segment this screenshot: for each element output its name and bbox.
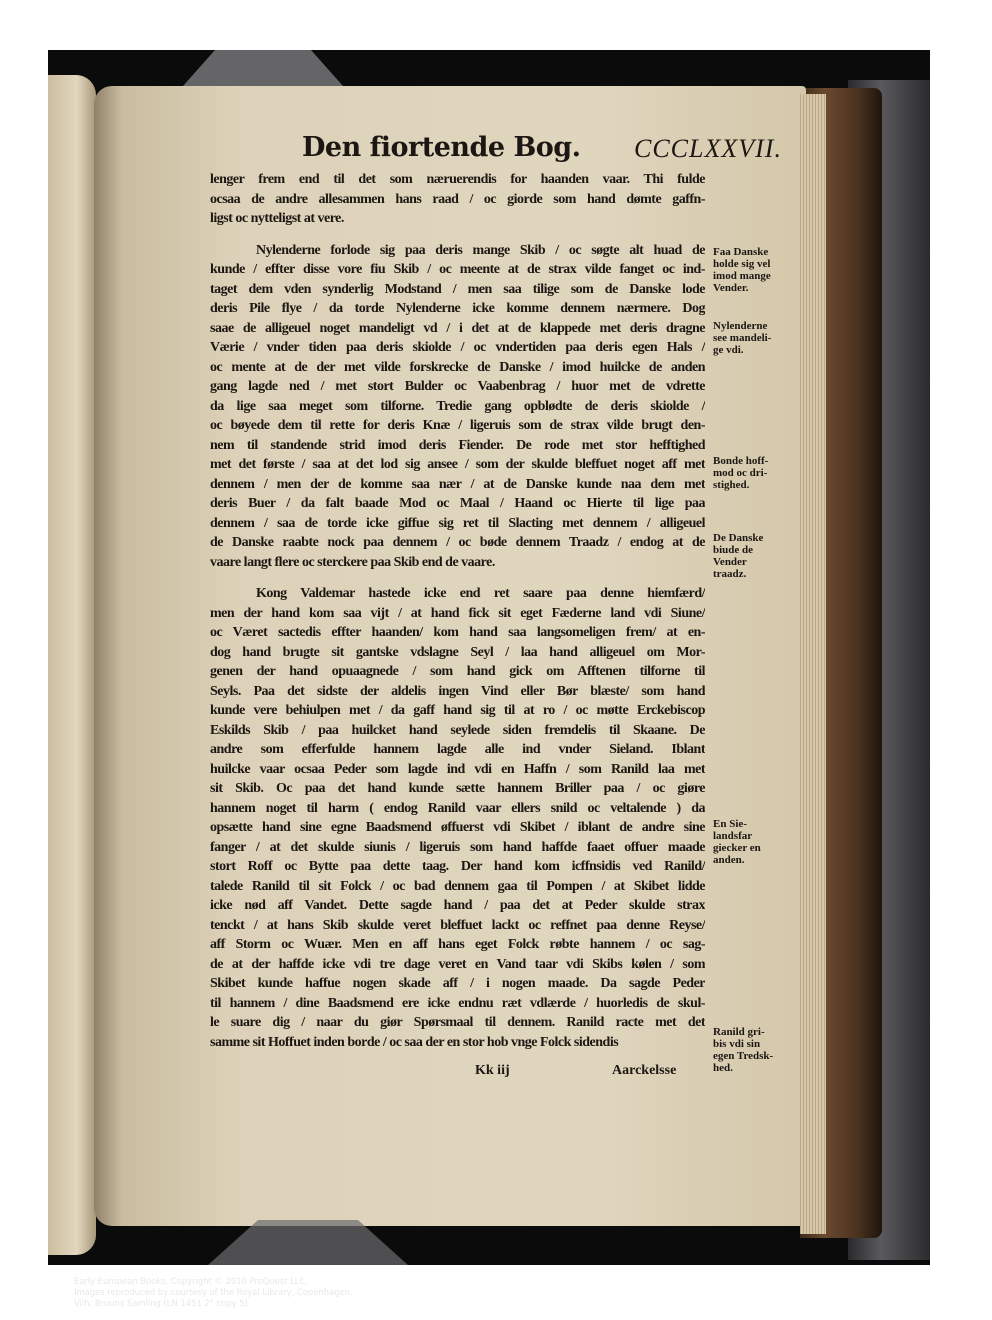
text-line: genen der hand opuaagnede / som hand gick om Afftenen tilforne til xyxy=(210,664,705,679)
paragraph xyxy=(210,170,705,229)
margin-note xyxy=(713,246,793,294)
margin-note-line: Faa Danske xyxy=(713,246,769,258)
text-line: stort Roff oc Bytte paa dette taag. Der hand kom icffnsidis ved Ranild/ xyxy=(210,859,705,874)
text-line: ligst oc nytteligst at vere. xyxy=(210,211,344,226)
paragraph xyxy=(210,584,705,1052)
text-line: saae de alligeuel noget mandeligt vd / i det at de klappede met deris dragne xyxy=(210,320,705,336)
text-line: til hannem / dine Baadsmend ere icke endnu ræt vdlærde / huorledis de skul- xyxy=(210,995,705,1011)
margin-note-line: egen Tredsk- xyxy=(713,1050,774,1062)
text-line: dennem / men der de komme saa nær / at de Danske kunde naa dem met xyxy=(210,476,705,492)
running-title: Den fiortende Bog. xyxy=(302,132,581,163)
text-line: fanger / at det skulde siunis / ligeruis som hand haffde faaet offuer maade xyxy=(210,839,705,855)
paragraph xyxy=(210,241,705,573)
text-line: opsætte hand sine egne Baadsmend øffuerst vdi Skibet / iblant de andre sine xyxy=(210,820,705,835)
text-line: da lige saa meget som tilforne. Tredie gang opblødte de deris skiolde / xyxy=(210,398,705,414)
credit-line: Vilh. Bruuns Samling (LN 1451 2° copy 5) xyxy=(74,1298,248,1308)
text-line: de at der haffde icke vdi tre dage veret en Vand taar vdi Skibs kølen / som xyxy=(210,956,705,972)
text-line: taget dem vden synderlig Modstand / men saa tilige som de Danske lode xyxy=(210,281,705,297)
text-line: deris Pile flye / da torde Nylenderne icke komme dennem nærmere. Dog xyxy=(210,301,705,316)
margin-note-line: stighed. xyxy=(713,479,750,491)
margin-note-line: Vender xyxy=(713,556,747,568)
text-body xyxy=(210,170,705,1064)
catchword: Aarckelsse xyxy=(612,1063,677,1078)
margin-note xyxy=(713,320,793,356)
margin-note-line: Vender. xyxy=(713,282,749,294)
text-line: men der hand kom saa vijt / at hand fick sit eget Fæderne land vdi Siune/ xyxy=(210,605,705,621)
page-clip xyxy=(208,1220,408,1265)
text-line: Eskilds Skib / paa huilcket hand seylede siden fremdelis til Skaane. De xyxy=(210,722,705,738)
margin-note-line: giecker en xyxy=(713,842,761,854)
credits xyxy=(74,1276,353,1309)
text-line: le suare dig / naar du giør Spørsmaal til dennem. Ranild racte met det xyxy=(210,1015,705,1030)
text-line: gang lagde ned / met stort Bulder oc Vaabenbrag / huor met de vdrette xyxy=(210,379,705,394)
margin-note-line: landsfar xyxy=(713,830,753,842)
margin-note-line: hed. xyxy=(713,1062,733,1074)
text-line: nem til standende strid imod deris Fiender. De rode met stor hefftighed xyxy=(210,437,705,453)
text-line: de Danske raabte nock paa dennem / oc bøde dennem Traadz / endog at de xyxy=(210,535,705,550)
margin-note xyxy=(713,455,793,491)
text-line: kunde vere behiulpen met / da gaff hand sig til at ro / oc møtte Erckebiscop xyxy=(210,703,705,718)
signature-mark: Kk iij xyxy=(475,1063,510,1078)
margin-note-line: traadz. xyxy=(713,568,747,580)
margin-note-line: De Danske xyxy=(713,532,764,544)
text-line: ocsaa de andre allesammen hans raad / oc giorde som hand dømte gaffn- xyxy=(210,191,705,207)
left-page-edge xyxy=(48,75,96,1255)
text-line: oc Været sactedis effter haanden/ kom hand saa langsomeligen frem/ at en- xyxy=(210,625,705,640)
text-line: vaare langt flere oc sterckere paa Skib end de vaare. xyxy=(210,554,495,570)
text-line: dog hand brugte sit gantske vdslagne Seyl / laa hand alligeuel om Mor- xyxy=(210,644,705,660)
margin-note-line: see mandeli- xyxy=(713,332,772,344)
text-line: Kong Valdemar hastede icke end ret saare paa denne hiemfærd/ xyxy=(256,586,705,601)
page-clip xyxy=(183,50,343,86)
margin-note-line: bis vdi sin xyxy=(713,1038,761,1050)
folio-number: CCCLXXVII. xyxy=(634,134,782,163)
margin-note xyxy=(713,532,793,580)
text-line: kunde / effter disse vore fiu Skib / oc meente at de strax vilde fanget oc ind- xyxy=(210,262,705,277)
text-line: sit Skib. Oc paa det hand kunde sætte hannem Briller paa / oc giøre xyxy=(210,781,705,796)
margin-note xyxy=(713,1026,793,1074)
margin-note-line: anden. xyxy=(713,854,745,866)
text-line: lenger frem end til det som næruerendis for haanden vaar. Thi fulde xyxy=(210,172,705,187)
text-line: Nylenderne forlode sig paa deris mange Skib / oc søgte alt huad de xyxy=(256,242,705,258)
text-line: oc mente at de der met vilde forskrecke de Danske / imod huilcke de anden xyxy=(210,359,705,375)
text-line: icke nød aff Vandet. Dette sagde hand / paa det at Peder skulde strax xyxy=(210,898,705,913)
credit-line: Images reproduced by courtesy of the Royal Library, Copenhagen. xyxy=(74,1287,353,1297)
text-line: aff Storm oc Wuær. Men en aff hans eget Folck røbte hannem / oc sag- xyxy=(210,937,705,952)
text-line: andre som efferfulde hannem lagde alle ind vnder Sieland. Iblant xyxy=(210,742,705,757)
text-line: dennem / saa de torde icke giffue sig ret til Slacting met dennem / alligeuel xyxy=(210,515,705,531)
text-line: huilcke vaar ocsaa Peder som lagde ind vdi en Haffn / som Ranild laa met xyxy=(210,761,705,777)
page-leaves xyxy=(800,94,826,1234)
text-line: deris Buer / da falt baade Mod oc Maal / Haand oc Hierte til lige paa xyxy=(210,496,705,511)
margin-note-line: En Sie- xyxy=(713,818,747,830)
margin-note-line: Nylenderne xyxy=(713,320,768,332)
margin-note-line: biude de xyxy=(713,544,754,556)
margin-note-line: imod mange xyxy=(713,270,771,282)
text-line: samme sit Hoffuet inden borde / oc saa der en stor hob vnge Folck sidendis xyxy=(210,1034,619,1050)
text-line: oc bøyede dem til rette for deris Knæ / ligeruis som de strax vilde brugt den- xyxy=(210,418,705,433)
text-line: met det første / saa at det lod sig ansee / som der skulde bleffuet noget aff met xyxy=(210,457,705,472)
text-line: talede Ranild til sit Folck / oc bad dennem gaa til Pompen / at Skibet lidde xyxy=(210,878,705,894)
margin-note-line: Ranild gri- xyxy=(713,1026,765,1038)
text-line: Skibet kunde haffue nogen skade aff / i nogen maade. Da sagde Peder xyxy=(210,976,705,991)
credit-line: Early European Books, Copyright © 2010 ProQuest LLC. xyxy=(74,1276,308,1286)
text-line: hannem noget til harm ( endog Ranild vaar ellers snild oc veltalende ) da xyxy=(210,800,705,816)
margin-note xyxy=(713,818,793,866)
margin-note-line: ge vdi. xyxy=(713,344,744,356)
margin-note-line: holde sig vel xyxy=(713,258,771,270)
margin-note-line: Bonde hoff- xyxy=(713,455,769,467)
text-line: Værie / vnder tiden paa deris skiolde / oc vndertiden paa deris egen Hals / xyxy=(210,340,705,355)
margin-note-line: mod oc dri- xyxy=(713,467,768,479)
text-line: Seyls. Paa det sidste der aldelis ingen Vind eller Bør blæste/ som hand xyxy=(210,683,705,699)
text-line: tenckt / at hans Skib skulde veret bleffuet lackt oc reffnet paa denne Reyse/ xyxy=(210,917,705,933)
